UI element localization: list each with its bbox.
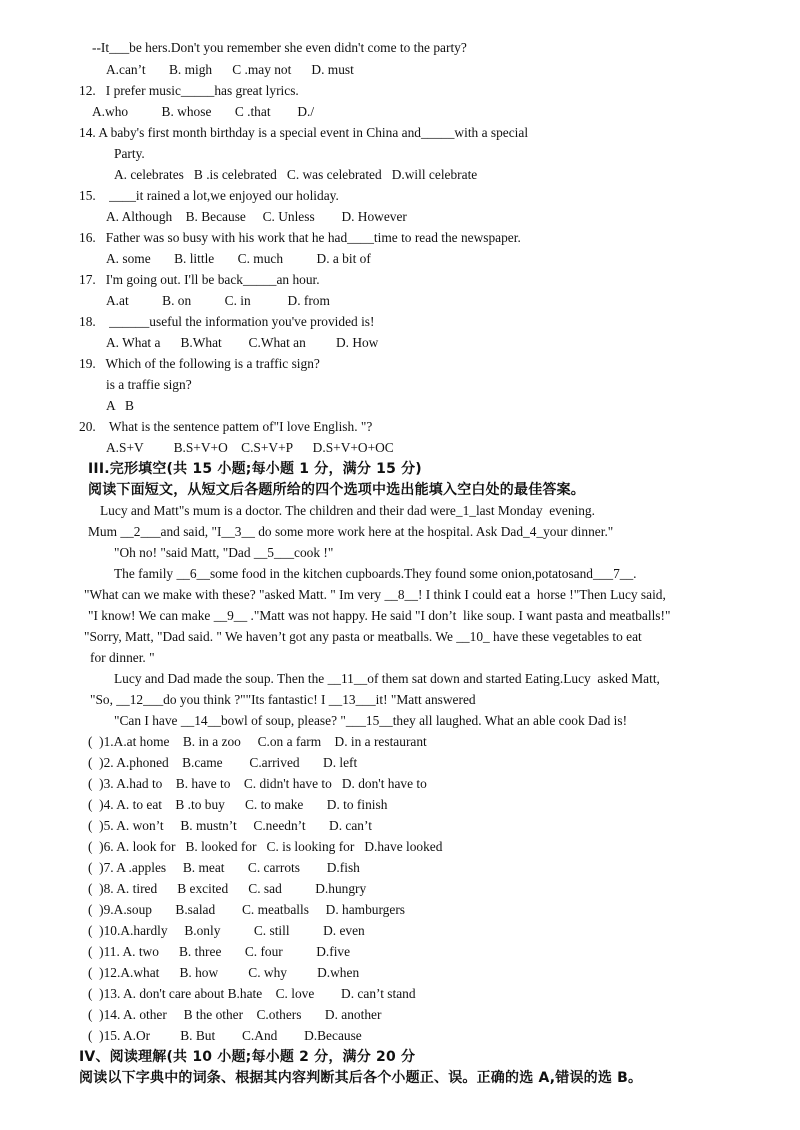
cloze-option-line: ( )14. A. other B the other C.others D. another [88,1007,382,1022]
text-line: 12. I prefer music_____has great lyrics. [79,83,299,98]
cloze-option-line: ( )1.A.at home B. in a zoo C.on a farm D. in a restaurant [88,734,427,749]
text-line: A.S+V B.S+V+O C.S+V+P D.S+V+O+OC [106,440,394,455]
passage-line: "So, __12___do you think ?""Its fantastic! I __13___it! "Matt answered [90,692,476,707]
cloze-option-line: ( )4. A. to eat B .to buy C. to make D. to finish [88,797,388,812]
text-line: 18. ______useful the information you've provided is! [79,314,375,329]
section-instruction: 阅读以下字典中的词条、根据其内容判断其后各个小题正、误。正确的选 A,错误的选 B。 [79,1070,643,1086]
text-line: A.who B. whose C .that D./ [92,104,315,119]
cloze-option-line: ( )13. A. don't care about B.hate C. love D. can’t stand [88,986,416,1001]
passage-line: "What can we make with these? "asked Matt. " Im very __8__! I think I could eat a horse !"Then Lucy said, [84,587,666,602]
passage-line: The family __6__some food in the kitchen cupboards.They found some onion,potatosand___7__. [114,566,637,581]
text-line: A.at B. on C. in D. from [106,293,330,308]
passage-line: "Can I have __14__bowl of soup, please? "___15__they all laughed. What an able cook Dad is! [114,713,628,728]
cloze-option-line: ( )15. A.Or B. But C.And D.Because [88,1028,362,1043]
cloze-option-line: ( )3. A.had to B. have to C. didn't have to D. don't have to [88,776,427,791]
passage-line: Mum __2___and said, "I__3__ do some more work here at the hospital. Ask Dad_4_your dinner." [88,524,614,539]
cloze-option-line: ( )7. A .apples B. meat C. carrots D.fish [88,860,360,875]
cloze-option-line: ( )11. A. two B. three C. four D.five [88,944,351,959]
passage-line: Lucy and Dad made the soup. Then the __11__of them sat down and started Eating.Lucy asked Matt, [114,671,660,686]
text-line: 14. A baby's first month birthday is a special event in China and_____with a special [79,125,529,140]
cloze-option-line: ( )12.A.what B. how C. why D.when [88,965,360,980]
text-line: 17. I'm going out. I'll be back_____an hour. [79,272,320,287]
text-line: A B [106,398,134,413]
text-line: --It___be hers.Don't you remember she even didn't come to the party? [92,40,467,55]
passage-line: "I know! We can make __9__ ."Matt was not happy. He said "I don’t like soup. I want pasta and meatballs!" [88,608,671,623]
passage-line: for dinner. " [90,650,155,665]
text-line: A.can’t B. migh C .may not D. must [106,62,354,77]
text-line: 19. Which of the following is a traffic sign? [79,356,320,371]
cloze-option-line: ( )10.A.hardly B.only C. still D. even [88,923,365,938]
cloze-option-line: ( )6. A. look for B. looked for C. is looking for D.have looked [88,839,443,854]
cloze-option-line: ( )9.A.soup B.salad C. meatballs D. hamburgers [88,902,405,917]
text-line: A. celebrates B .is celebrated C. was celebrated D.will celebrate [114,167,478,182]
text-line: A. some B. little C. much D. a bit of [106,251,371,266]
passage-line: "Sorry, Matt, "Dad said. " We haven’t got any pasta or meatballs. We __10_ have these vegetables to eat [84,629,642,644]
text-line: 15. ____it rained a lot,we enjoyed our holiday. [79,188,339,203]
section-heading: IV、阅读理解(共 10 小题;每小题 2 分，满分 20 分 [79,1049,416,1065]
section-heading: III.完形填空(共 15 小题;每小题 1 分，满分 15 分) [88,461,422,477]
text-line: is a traffie sign? [106,377,192,392]
cloze-option-line: ( )2. A.phoned B.came C.arrived D. left [88,755,358,770]
text-line: A. Although B. Because C. Unless D. However [106,209,407,224]
cloze-option-line: ( )5. A. won’t B. mustn’t C.needn’t D. can’t [88,818,372,833]
passage-line: Lucy and Matt"s mum is a doctor. The children and their dad were_1_last Monday evening. [100,503,595,518]
passage-line: "Oh no! "said Matt, "Dad __5___cook !" [114,545,334,560]
text-line: A. What a B.What C.What an D. How [106,335,379,350]
text-line: 16. Father was so busy with his work that he had____time to read the newspaper. [79,230,521,245]
section-instruction: 阅读下面短文，从短文后各题所给的四个选项中选出能填入空白处的最佳答案。 [88,482,585,498]
text-line: 20. What is the sentence pattem of"I love English. "? [79,419,373,434]
text-line: Party. [114,146,145,161]
cloze-option-line: ( )8. A. tired B excited C. sad D.hungry [88,881,367,896]
